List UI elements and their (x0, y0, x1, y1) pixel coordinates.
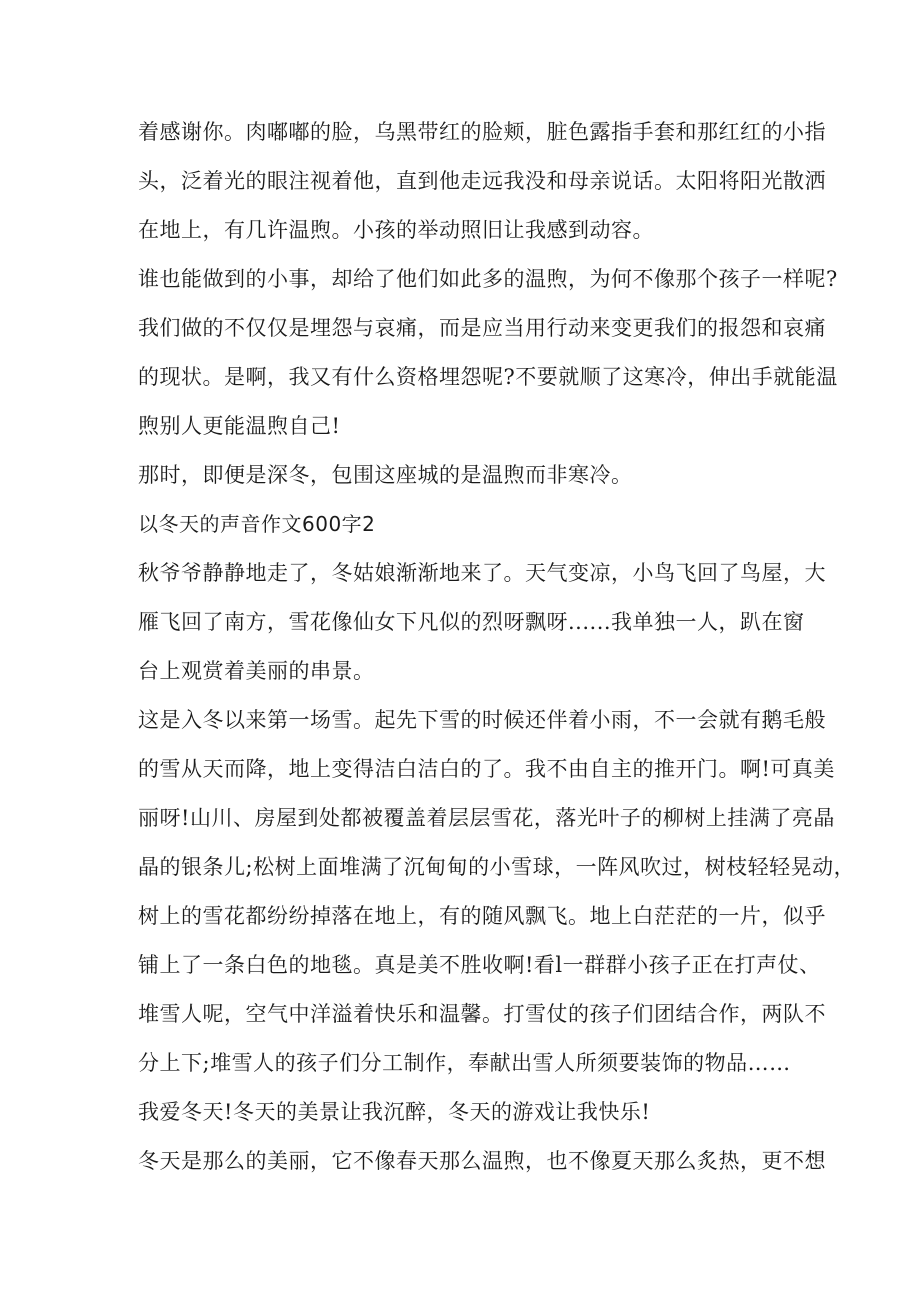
text-line: 秋爷爷静静地走了，冬姑娘渐渐地来了。天气变凉，小鸟飞回了鸟屋，大 (138, 561, 826, 585)
text-line: 分上下;堆雪人的孩子们分工制作，奉献出雪人所须要装饰的物品…… (138, 1051, 791, 1075)
text-line: 台上观赏着美丽的串景。 (138, 659, 375, 683)
text-line: 谁也能做到的小事，却给了他们如此多的温煦，为何不像那个孩子一样呢? (138, 267, 838, 291)
text-line: 的现状。是啊，我又有什么资格埋怨呢?不要就顺了这寒冷，伸出手就能温 (138, 365, 838, 389)
text-line: 晶的银条儿;松树上面堆满了沉甸甸的小雪球，一阵风吹过，树枝轻轻晃动， (138, 855, 856, 879)
text-line: 冬天是那么的美丽，它不像春天那么温煦，也不像夏天那么炙热，更不想 (138, 1149, 826, 1173)
text-line: 头，泛着光的眼注视着他，直到他走远我没和母亲说话。太阳将阳光散洒 (138, 169, 826, 193)
text-line: 雁飞回了南方，雪花像仙女下凡似的烈呀飘呀......我单独一人，趴在窗 (138, 610, 805, 634)
text-line: 树上的雪花都纷纷掉落在地上，有的随风飘飞。地上白茫茫的一片，似乎 (138, 904, 826, 928)
text-line: 这是入冬以来第一场雪。起先下雪的时候还伴着小雨，不一会就有鹅毛般 (138, 708, 826, 732)
text-line: 那时，即便是深冬，包围这座城的是温煦而非寒冷。 (138, 463, 633, 487)
text-line: 在地上，有几许温煦。小孩的举动照旧让我感到动容。 (138, 218, 654, 242)
text-line: 煦别人更能温煦自己! (138, 414, 341, 438)
text-line: 铺上了一条白色的地毯。真是美不胜收啊!看l一群群小孩子正在打声仗、 (138, 953, 821, 977)
text-line: 的雪从天而降，地上变得洁白洁白的了。我不由自主的推开门。啊!可真美 (138, 757, 835, 781)
text-line: 堆雪人呢，空气中洋溢着快乐和温馨。打雪仗的孩子们团结合作，两队不 (138, 1002, 826, 1026)
text-line: 丽呀!山川、房屋到处都被覆盖着层层雪花，落光叶子的柳树上挂满了亮晶 (138, 806, 835, 830)
text-line: 我们做的不仅仅是埋怨与哀痛，而是应当用行动来变更我们的报怨和哀痛 (138, 316, 826, 340)
text-line: 我爱冬天!冬天的美景让我沉醉，冬天的游戏让我快乐! (138, 1100, 651, 1124)
section-heading: 以冬天的声音作文600字2 (138, 512, 376, 536)
text-line: 着感谢你。肉嘟嘟的脸，乌黑带红的脸颊，脏色露指手套和那红红的小指 (138, 120, 826, 144)
